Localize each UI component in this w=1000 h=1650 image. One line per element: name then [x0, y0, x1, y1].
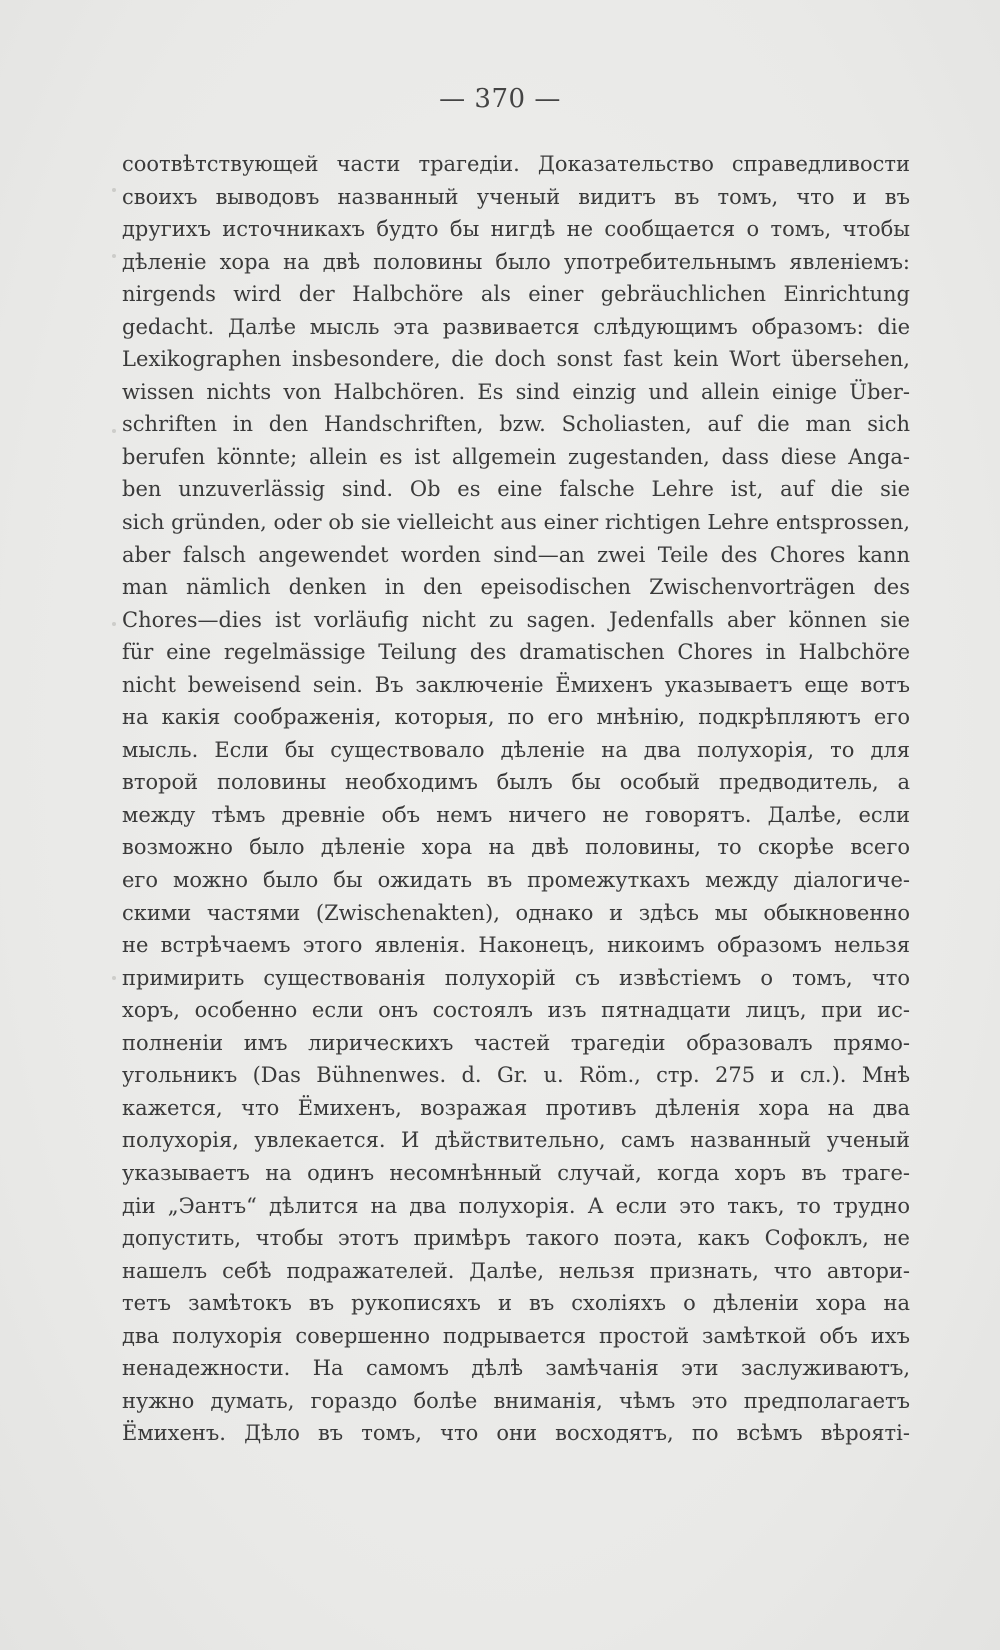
text-line: другихъ источникахъ будто бы нигдѣ не сообщается о томъ, чтобы — [122, 217, 910, 242]
text-line: нужно думать, гораздо болѣе вниманія, чѣмъ это предполагаетъ — [122, 1388, 910, 1413]
text-line: кажется, что Ёмихенъ, возражая противъ дѣленія хора на два — [122, 1095, 910, 1120]
text-line: aber falsch angewendet worden sind—an zwei Teile des Chores kann — [122, 542, 910, 567]
text-line: sich gründen, oder ob sie vielleicht aus einer richtigen Lehre entsprossen, — [122, 510, 910, 535]
text-line: мысль. Если бы существовало дѣленіе на два полухорія, то для — [122, 737, 910, 762]
text-line: schriften in den Handschriften, bzw. Scholiasten, auf die man sich — [122, 412, 910, 437]
text-line: полухорія, увлекается. И дѣйствительно, самъ названный ученый — [122, 1128, 910, 1153]
text-line: nicht beweisend sein. Въ заключеніе Ёмихенъ указываетъ еще вотъ — [122, 672, 910, 697]
margin-speck — [112, 622, 116, 626]
text-line: своихъ выводовъ названный ученый видитъ въ томъ, что и въ — [122, 184, 910, 209]
text-line: Chores—dies ist vorläufig nicht zu sagen. Jedenfalls aber können sie — [122, 607, 910, 632]
margin-speck — [112, 429, 116, 433]
margin-speck — [112, 976, 116, 980]
text-line: nirgends wird der Halbchöre als einer gebräuchlichen Einrichtung — [122, 282, 910, 307]
text-line: Ёмихенъ. Дѣло въ томъ, что они восходятъ, по всѣмъ вѣрояті- — [122, 1421, 910, 1446]
margin-speck — [112, 254, 116, 258]
text-line: дѣленіе хора на двѣ половины было употребительнымъ явленіемъ: — [122, 249, 910, 274]
text-line: допустить, чтобы этотъ примѣръ такого поэта, какъ Софоклъ, не — [122, 1226, 910, 1251]
text-line: хоръ, особенно если онъ состоялъ изъ пятнадцати лицъ, при ис- — [122, 998, 910, 1023]
text-line: указываетъ на одинъ несомнѣнный случай, когда хоръ въ траге- — [122, 1160, 910, 1185]
text-line: на какія соображенія, которыя, по его мнѣнію, подкрѣпляютъ его — [122, 705, 910, 730]
body-text — [122, 148, 910, 1450]
text-line: между тѣмъ древніе объ немъ ничего не говорятъ. Далѣе, если — [122, 802, 910, 827]
text-line: man nämlich denken in den epeisodischen Zwischenvorträgen des — [122, 575, 910, 600]
text-line: Lexikographen insbesondere, die doch sonst fast kein Wort übersehen, — [122, 347, 910, 372]
text-line: его можно было бы ожидать въ промежуткахъ между діалогиче- — [122, 868, 910, 893]
text-line: für eine regelmässige Teilung des dramatischen Chores in Halbchöre — [122, 640, 910, 665]
text-line: wissen nichts von Halbchören. Es sind einzig und allein einige Über- — [122, 379, 910, 404]
page-number: — 370 — — [439, 84, 561, 114]
margin-speck — [112, 188, 116, 192]
text-line: полненіи имъ лирическихъ частей трагедіи образовалъ прямо- — [122, 1030, 910, 1055]
text-line: ненадежности. На самомъ дѣлѣ замѣчанія эти заслуживаютъ, — [122, 1356, 910, 1381]
text-line: тетъ замѣтокъ въ рукописяхъ и въ схоліяхъ о дѣленіи хора на — [122, 1291, 910, 1316]
text-line: возможно было дѣленіе хора на двѣ половины, то скорѣе всего — [122, 835, 910, 860]
text-line: не встрѣчаемъ этого явленія. Наконецъ, никоимъ образомъ нельзя — [122, 933, 910, 958]
text-line: скими частями (Zwischenakten), однако и здѣсь мы обыкновенно — [122, 900, 910, 925]
text-line: второй половины необходимъ былъ бы особый предводитель, а — [122, 770, 910, 795]
text-line: соотвѣтствующей части трагедіи. Доказательство справедливости — [122, 152, 910, 176]
text-line: gedacht. Далѣе мысль эта развивается слѣдующимъ образомъ: die — [122, 314, 910, 339]
text-line: угольникъ (Das Bühnenwes. d. Gr. u. Röm., стр. 275 и сл.). Мнѣ — [122, 1063, 910, 1088]
text-line: нашелъ себѣ подражателей. Далѣе, нельзя признать, что автори- — [122, 1258, 910, 1283]
text-line: примирить существованія полухорій съ извѣстіемъ о томъ, что — [122, 965, 910, 990]
text-line: ben unzuverlässig sind. Ob es eine falsche Lehre ist, auf die sie — [122, 477, 910, 502]
text-line: berufen könnte; allein es ist allgemein zugestanden, dass diese Anga- — [122, 444, 910, 469]
text-line: два полухорія совершенно подрывается простой замѣткой объ ихъ — [122, 1323, 910, 1348]
text-line: діи „Эантъ“ дѣлится на два полухорія. А если это такъ, то трудно — [122, 1193, 910, 1218]
